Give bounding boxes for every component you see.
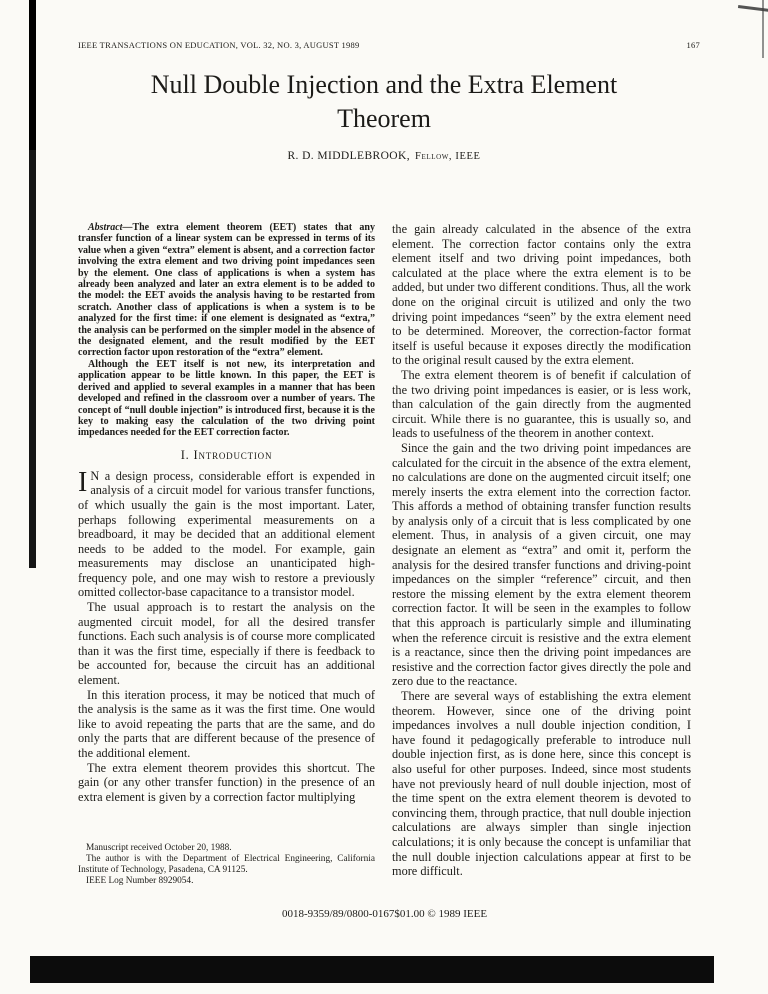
intro-paragraph-1 [78,466,375,600]
scan-artifact-bottom-bar [30,956,714,983]
footnote-block [78,843,375,887]
left-column [78,222,375,912]
scan-artifact-right-edge-line [762,0,764,58]
right-paragraph-3: Since the gain and the two driving point impedances are calculated for the circuit in the absence of the extra element, no calculations are done on the augmented circuit itself; one merely inserts the extra element into the correction factor. This affords a method of obtaining transfer function results by analysis only of a circuit that is less complicated by one element. Thus, in analysis of a given circuit, one may designate an element as “extra” and omit it, perform the analysis for the desired transfer functions and driving-point impedances on the simpler “reference” circuit, and then restore the missing element by the extra element theorem correction factor. It will be seen in the examples to follow that this approach is particularly simple and illuminating when the reference circuit is resistive and the extra element is a reactance, since then the driving point impedances are resistive and the correction factor gives directly the pole and zero due to the reactance. [392,440,691,689]
paper-title [60,68,708,136]
abstract-paragraph-2: Although the EET itself is not new, its interpretation and application appear to be little known. In this paper, the EET is derived and applied to several examples in a manner that has been developed and refined in the classroom over a number of years. The concept of “null double injection” is introduced first, because it is the key to making easy the calculation of the two driving point impedances needed for the EET correction factor. [78,358,375,439]
right-paragraph-4: There are several ways of establishing the extra element theorem. However, since one of the driving point impedances involves a null double injection condition, I have found it pedagogically preferable to introduce null double injection first, as is done here, since this concept is also useful for other purposes. Indeed, since most students have not previously heard of null double injection, most of the time spent on the extra element theorem is devoted to convincing them, through practice, that null double injection calculations are always simpler than single injection calculations; it is only because the concept is unfamiliar that the null double injection calculations appear at first to be more difficult. [392,689,691,879]
footnote-log-number: IEEE Log Number 8929054. [86,876,194,886]
intro-paragraph-1-text: N a design process, considerable effort is expended in analysis of a circuit model for various transfer functions, of which usually the gain is the most important. Later, perhaps following experimental measurements on a breadboard, it may be decided that an additional element needs to be added to the model. For example, gain measurements may disclose an unanticipated high-frequency pole, and one may wish to restore a previously omitted collector-base capacitance to a transistor model. [78,468,375,600]
intro-paragraph-4: The extra element theorem provides this shortcut. The gain (or any other transfer function) in the presence of an extra element is given by a correction factor multiplying [78,760,375,804]
right-column [392,222,691,922]
author-name: R. D. MIDDLEBROOK, [287,150,410,162]
abstract-text-1: The extra element theorem (EET) states that any transfer function of a linear system can be expressed in terms of its value when a given “extra” element is absent, and a correction factor involving the extra element and two driving point impedances seen by the element. One class of applications is when a system has already been analyzed and later an extra element is to be added to the model: the EET avoids the analysis having to be restarted from scratch. Another class of applications is when a system is to be analyzed for the first time: if one element is designated as “extra,” the analysis can be performed on the simpler model in the absence of the designated element, and the result modified by the EET correction factor upon restoration of the “extra” element. [78,222,375,359]
paper-title-line1: Null Double Injection and the Extra Element [150,70,618,99]
right-paragraph-2: The extra element theorem is of benefit if calculation of the two driving point impedances is easier, or is less work, than calculation of the gain directly from the augmented circuit. While there is no guarantee, this is usually so, and leads to usefulness of the theorem in another context. [392,367,691,441]
scan-artifact-left-bar [29,0,36,568]
author-role: Fellow, IEEE [415,151,481,162]
abstract-label: Abstract— [88,222,133,233]
journal-citation: IEEE TRANSACTIONS ON EDUCATION, VOL. 32, NO. 3, AUGUST 1989 [78,40,360,50]
right-paragraph-1: the gain already calculated in the absence of the extra element. The correction factor contains only the extra element itself and two driving point impedances, both calculated at the place where the extra element is to be added, but under two different conditions. Thus, all the work done on the original circuit is utilized and only the two driving point impedances “seen” by the extra element need to be determined. Moreover, the correction-factor format itself is useful because it exposes directly the modification to the original result caused by the extra element. [392,222,691,368]
paper-title-line2: Theorem [337,104,431,133]
copyright-line: 0018-9359/89/0800-0167$01.00 © 1989 IEEE [281,908,488,920]
page-number: 167 [686,40,700,50]
footnote-received: Manuscript received October 20, 1988. [86,843,232,853]
intro-paragraph-2: The usual approach is to restart the analysis on the augmented circuit model, for all the desired transfer functions. Each such analysis is of course more complicated than it was the first time, especially if there is feedback to be accounted for, because the circuit has an additional element. [78,600,375,688]
intro-paragraph-3: In this iteration process, it may be noticed that much of the analysis is the same as it was the first time. One would like to avoid repeating the parts that are the same, and do only the parts that are different because of the presence of the additional element. [78,687,375,760]
abstract-paragraph-1 [78,222,375,359]
running-head [78,40,700,50]
author-line [60,150,708,162]
section-heading-introduction: I. Introduction [180,447,273,462]
drop-cap: I [78,466,88,498]
footnote-affiliation: The author is with the Department of Electrical Engineering, California Institute of Technology, Pasadena, CA 91125. [78,854,375,875]
